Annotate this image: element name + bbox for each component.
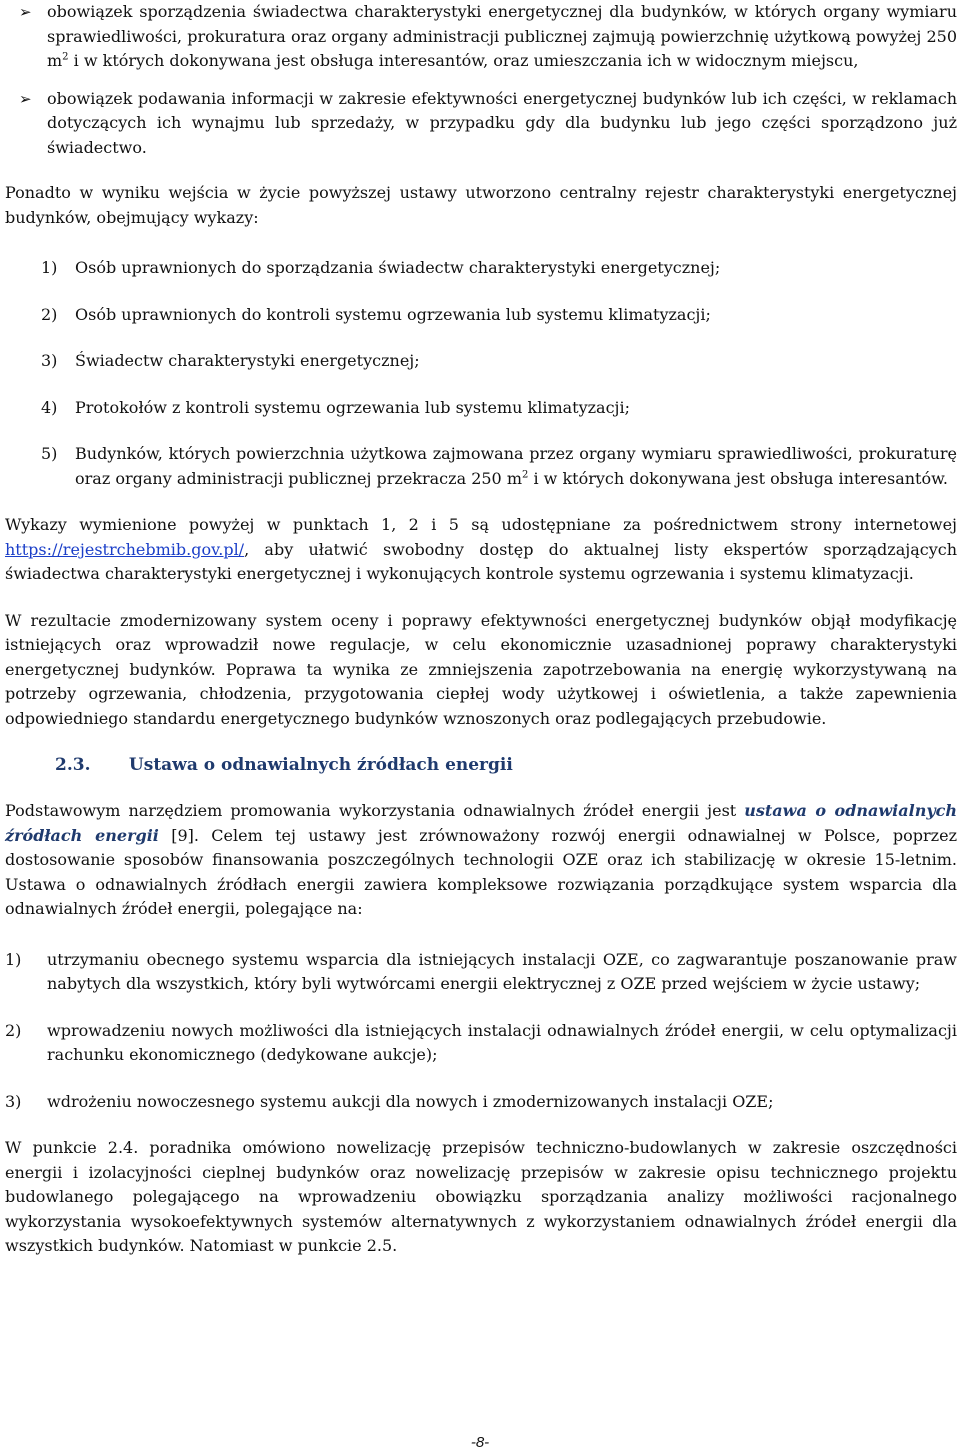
superscript: 2 — [62, 51, 69, 63]
list-text: utrzymaniu obecnego systemu wsparcia dla istniejących instalacji OZE, co zagwarantuje poszanowanie praw nabytych dla wszystkich, który byli wytwórcami energii elektrycznej z OZE przed wejściem w życie ustawy; — [47, 949, 957, 993]
paragraph-final: W punkcie 2.4. poradnika omówiono nowelizację przepisów techniczno-budowlanych w zakresie oszczędności energii i izolacyjności cieplnej budynków oraz nowelizację przepisów w zakresie opisu technicznego projektu budowlanego polegającego na wprowadzeniu obowiązku sporządzania analizy możliwości racjonalnego wykorzystania wysokoefektywnych systemów alternatywnych z wykorzystaniem odnawialnych źródeł energii dla wszystkich budynków. Natomiast w punkcie 2.5. — [5, 1138, 957, 1255]
bullet-text: i w których dokonywana jest obsługa interesantów, oraz umieszczania ich w widocznym miejscu, — [68, 51, 859, 70]
list-item — [5, 1019, 957, 1068]
list-item — [5, 1090, 957, 1115]
paragraph-wykazy — [5, 513, 957, 587]
oze-support-list — [5, 948, 957, 1115]
list-item — [5, 303, 957, 328]
list-number: 5) — [41, 444, 58, 463]
list-text: wdrożeniu nowoczesnego systemu aukcji dla nowych i zmodernizowanych instalacji OZE; — [47, 1091, 774, 1111]
list-text: Protokołów z kontroli systemu ogrzewania lub systemu klimatyzacji; — [75, 397, 631, 417]
list-item — [5, 256, 957, 281]
section-number: 2.3. — [55, 755, 91, 775]
document-page — [5, 0, 957, 1259]
paragraph-text: [9]. Celem tej ustawy jest zrównoważony rozwój energii odnawialnej w Polsce, poprzez dostosowanie sposobów finansowania poszczególnych technologii OZE oraz ich stabilizację w okresie 15-letnim. Ustawa o odnawialnych źródłach energii zawiera kompleksowe rozwiązania porządkujące system wsparcia dla odnawialnych źródeł energii, polegające na: — [5, 825, 958, 918]
list-text: wprowadzeniu nowych możliwości dla istniejących instalacji odnawialnych źródeł energii, w celu optymalizacji rachunku ekonomicznego (dedykowane aukcje); — [47, 1020, 957, 1064]
paragraph-registry: Ponadto w wyniku wejścia w życie powyższej ustawy utworzono centralny rejestr charakterystyki energetycznej budynków, obejmujący wykazy: — [5, 183, 957, 227]
bullet-item-certificate — [5, 0, 957, 74]
paragraph-result: W rezultacie zmodernizowany system oceny i poprawy efektywności energetycznej budynków objął modyfikację istniejących oraz wprowadził nowe regulacje, w celu ekonomicznie uzasadnionej poprawy charakterystyki energetycznej budynków. Poprawa ta wynika ze zmniejszenia zapotrzebowania na energię wykorzystywaną na potrzeby ogrzewania, chłodzenia, przygotowania ciepłej wody użytkowej i oświetlenia, a także zapewnienia odpowiedniego standardu energetycznego budynków wznoszonych oraz podlegających przebudowie. — [5, 610, 957, 728]
list-text: i w których dokonywana jest obsługa interesantów. — [528, 468, 948, 488]
list-item — [5, 442, 957, 491]
list-text: Świadectw charakterystyki energetycznej; — [75, 351, 420, 370]
list-item — [5, 948, 957, 997]
paragraph-oze — [5, 799, 957, 922]
list-number: 3) — [5, 1091, 22, 1111]
list-number: 2) — [5, 1020, 22, 1040]
list-text: Osób uprawnionych do kontroli systemu ogrzewania lub systemu klimatyzacji; — [75, 304, 711, 324]
list-item — [5, 349, 957, 374]
obligations-bullet-list — [5, 0, 957, 160]
section-heading — [5, 755, 957, 775]
bullet-text: obowiązek podawania informacji w zakresie efektywności energetycznej budynków lub ich części, w reklamach dotyczących ich wynajmu lub sprzedaży, w przypadku gdy dla budynku lub jego części sporządzono już świadectwo. — [47, 88, 957, 157]
registry-website-link[interactable]: https://rejestrchebmib.gov.pl/ — [5, 539, 245, 559]
list-item — [5, 396, 957, 421]
bullet-text: obowiązek sporządzenia świadectwa charakterystyki energetycznej dla budynków, w których organy wymiaru sprawiedliwości, prokuratura oraz organy administracji publicznej zajmują powierzchnię użytkową powyżej 250 m — [47, 2, 957, 70]
list-number: 2) — [41, 304, 58, 324]
act-title-emphasis: ustawa o odnawialnych źródłach energii — [5, 801, 957, 845]
paragraph-text: Wykazy wymienione powyżej w punktach 1, 2 i 5 są udostępniane za pośrednictwem strony internetowej — [5, 515, 957, 534]
paragraph-text: , aby ułatwić swobodny dostęp do aktualnej listy ekspertów sporządzających świadectwa charakterystyki energetycznej i wykonujących kontrole systemu ogrzewania i systemu klimatyzacji. — [5, 539, 957, 583]
list-text: Osób uprawnionych do sporządzania świadectw charakterystyki energetycznej; — [75, 258, 721, 277]
arrow-bullet-icon: ➢ — [19, 3, 32, 21]
list-number: 4) — [41, 397, 58, 417]
paragraph-text: Podstawowym narzędziem promowania wykorzystania odnawialnych źródeł energii jest — [5, 801, 745, 820]
section-title: Ustawa o odnawialnych źródłach energii — [128, 755, 513, 775]
registry-list — [5, 256, 957, 491]
list-number: 1) — [5, 949, 22, 969]
superscript: 2 — [522, 469, 529, 481]
page-number: -8- — [470, 1434, 490, 1451]
bullet-item-advertising — [5, 87, 957, 161]
list-number: 1) — [41, 258, 58, 277]
list-number: 3) — [41, 351, 58, 370]
list-text: Budynków, których powierzchnia użytkowa zajmowana przez organy wymiaru sprawiedliwości, prokuraturę oraz organy administracji publicznej przekracza 250 m — [75, 444, 957, 488]
arrow-bullet-icon: ➢ — [19, 89, 32, 108]
